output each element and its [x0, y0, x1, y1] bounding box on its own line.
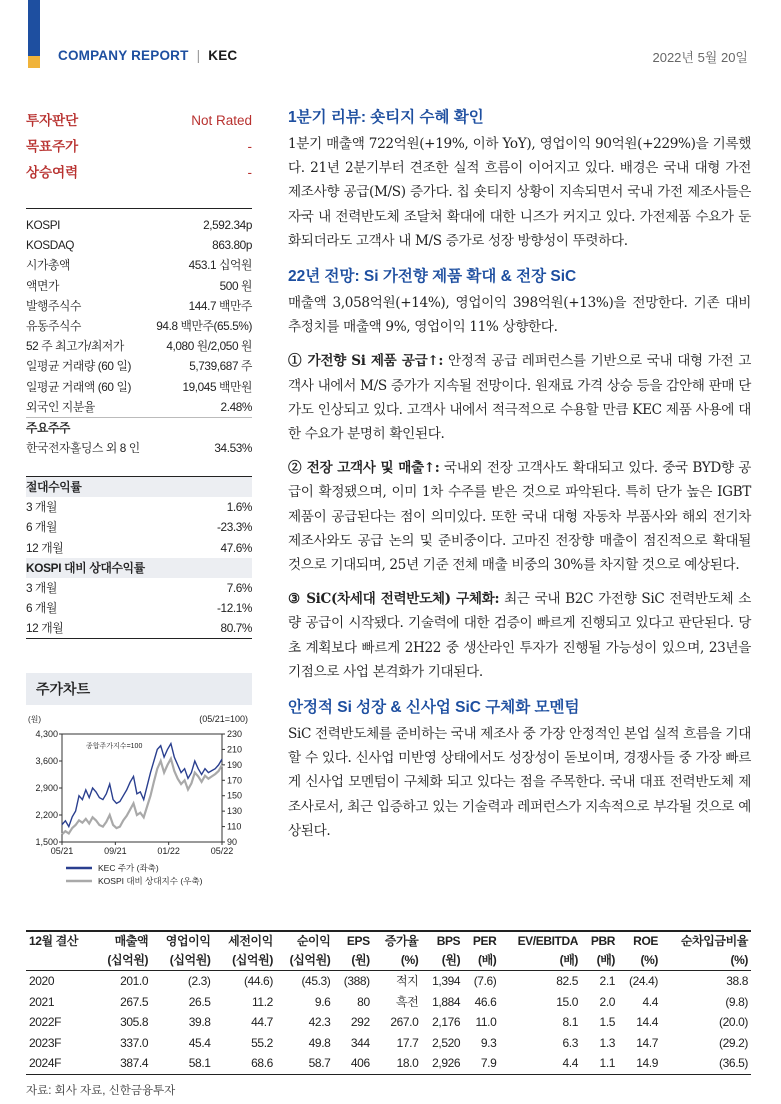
- info-row: [26, 397, 252, 417]
- info-key: 12 개월: [26, 621, 64, 636]
- info-row: [26, 497, 252, 517]
- table-unit-row: [26, 951, 751, 971]
- report-header: [58, 48, 237, 63]
- paragraph-text: 안정적 공급 레퍼런스를 기반으로 국내 대형 가전 고객사 내에서 M/S 증가가 지속될 전망이다. 원재료 가격 상승 등을 감안해 판매 단가도 인상되고 있다. 고객사 내에서 적극적으로 수용할 만큼 KEC 제품 사용에 대한 수요가 분명히 확인된다.: [288, 353, 751, 443]
- table-cell: 267.5: [120, 994, 149, 1009]
- column-unit: (십억원): [94, 951, 151, 971]
- inv-key: 상승여력: [26, 165, 79, 180]
- info-key: 일평균 거래액 (60 일): [26, 379, 131, 394]
- info-row: [26, 377, 252, 397]
- y-left-tick-label: 4,300: [35, 729, 58, 739]
- company-name: KEC: [208, 48, 238, 63]
- info-row: [26, 296, 252, 316]
- report-date: 2022년 5월 20일: [652, 50, 748, 65]
- table-cell: 1.3: [599, 1035, 616, 1050]
- chart-title: 주가차트: [26, 673, 252, 705]
- info-value: 80.7%: [220, 621, 252, 636]
- table-cell: 1,884: [432, 994, 461, 1009]
- info-row: [26, 255, 252, 275]
- table-cell: (44.6): [243, 974, 273, 988]
- table-cell: 39.8: [188, 1015, 211, 1029]
- table-cell: 58.1: [151, 1053, 213, 1074]
- info-value: 2,592.34p: [203, 218, 252, 232]
- paragraph: [288, 132, 751, 253]
- info-value: 2.48%: [220, 399, 252, 414]
- table-cell: 80: [357, 994, 370, 1009]
- info-key: 외국인 지분율: [26, 399, 95, 414]
- major-holder-row: [26, 438, 252, 458]
- table-row: [26, 1053, 751, 1074]
- table-cell: 적지: [395, 974, 419, 988]
- table-cell: 1.1: [581, 1053, 618, 1074]
- info-row: [26, 316, 252, 336]
- y-right-tick-label: 150: [227, 790, 243, 801]
- y-right-tick-label: 110: [227, 821, 242, 832]
- info-row: [26, 517, 252, 537]
- info-key: 액면가: [26, 278, 59, 293]
- price-chart-svg: [26, 710, 252, 890]
- column-unit: (십억원): [214, 951, 276, 971]
- table-cell: 4.4: [499, 1053, 581, 1074]
- info-row: [26, 598, 252, 618]
- table-cell: 7.9: [463, 1053, 499, 1074]
- table-cell: (2.3): [187, 974, 211, 988]
- plot-frame: [62, 734, 222, 842]
- table-cell: 44.7: [251, 1015, 273, 1029]
- info-row: [26, 618, 252, 638]
- section-title: 안정적 Si 성장 & 신사업 SiC 구체화 모멘텀: [288, 699, 580, 717]
- info-key: 52 주 최고가/최저가: [26, 339, 124, 354]
- column-unit: (원): [333, 951, 372, 971]
- table-cell: (388): [343, 974, 370, 988]
- info-value: -12.1%: [217, 601, 252, 615]
- table-cell: 6.3: [562, 1035, 578, 1050]
- table-cell: 9.6: [314, 994, 331, 1009]
- info-key: 12 개월: [26, 540, 64, 555]
- financial-table: [26, 930, 751, 1075]
- table-cell: 2.1: [599, 974, 616, 988]
- info-value: 94.8 백만주(65.5%): [156, 318, 252, 333]
- y-right-tick-label: 230: [227, 729, 243, 739]
- info-key: KOSDAQ: [26, 238, 75, 253]
- column-header: BPS: [421, 931, 463, 951]
- column-header: EV/EBITDA: [499, 931, 581, 951]
- table-cell: (45.3): [301, 974, 331, 988]
- rel-return-rows: [26, 578, 252, 639]
- table-cell: 55.2: [251, 1035, 273, 1050]
- paragraph: [288, 722, 751, 843]
- paragraph-text: 국내외 전장 고객사도 확대되고 있다. 중국 BYD향 공급이 확정됐으며, 이미 1차 수주를 받은 것으로 파악된다. 특히 단가 높은 IGBT 제품이 공급된다는 점이 의미있다. 또한 국내 대형 자동차 부품사와 해외 전기차 제조사와도 공급 논의 및 준비중이다. 고마진 전장향 매출이 점진적으로 확대될 것으로 기대되며, 25년 기준 전체 매출 비중의 30%를 차지할 것으로 예상된다.: [288, 460, 751, 574]
- info-row: [26, 578, 252, 598]
- inv-value: Not Rated: [191, 113, 252, 128]
- divider: [26, 638, 252, 639]
- info-value: 453.1 십억원: [188, 258, 252, 273]
- legend-label: KOSPI 대비 상대지수 (우축): [98, 876, 203, 886]
- y-left-tick-label: 2,900: [35, 783, 58, 793]
- y-left-tick-label: 2,200: [35, 810, 58, 820]
- header-separator: |: [196, 48, 201, 63]
- table-cell: 305.8: [120, 1015, 149, 1029]
- table-cell: 흑전: [395, 994, 419, 1009]
- column-header: EPS: [333, 931, 372, 951]
- info-row: [26, 356, 252, 376]
- main-content: [288, 104, 751, 853]
- table-cell: 45.4: [188, 1035, 211, 1050]
- column-header: 세전이익: [214, 931, 276, 951]
- x-tick-label: 05/21: [50, 846, 74, 856]
- table-cell: 46.6: [474, 994, 497, 1009]
- info-value: -23.3%: [217, 520, 252, 535]
- table-header-row: [26, 931, 751, 951]
- table-cell: 2024F: [26, 1053, 94, 1074]
- column-unit: (십억원): [151, 951, 213, 971]
- info-row: [26, 336, 252, 356]
- abs-return-rows: [26, 497, 252, 558]
- table-cell: 1.5: [599, 1015, 616, 1029]
- inv-value: -: [247, 139, 252, 154]
- table-cell: 2,926: [421, 1053, 463, 1074]
- info-value: 7.6%: [226, 580, 252, 595]
- section-title: 1분기 리뷰: 숏티지 수혜 확인: [288, 109, 484, 126]
- info-key: 시가총액: [26, 258, 70, 273]
- table-cell: 2023F: [29, 1035, 62, 1050]
- table-cell: 406: [333, 1053, 372, 1074]
- table-cell: 2,520: [432, 1035, 461, 1050]
- column-unit: (배): [499, 951, 581, 971]
- info-row: [26, 276, 252, 296]
- inv-row: [26, 134, 252, 160]
- table-cell: 2022F: [29, 1015, 62, 1029]
- legend-label: KEC 주가 (좌축): [98, 863, 159, 873]
- major-holder-title: 주요주주: [26, 420, 70, 435]
- table-cell: 8.1: [562, 1015, 578, 1029]
- info-row: [26, 215, 252, 235]
- inv-key: 목표주가: [26, 139, 79, 154]
- left-panel: [26, 108, 252, 639]
- y-right-tick-label: 210: [227, 744, 243, 755]
- info-row: [26, 235, 252, 255]
- table-cell: 2.0: [599, 994, 616, 1009]
- info-value: 19,045 백만원: [182, 379, 252, 394]
- column-unit: (%): [618, 951, 661, 971]
- info-key: 유동주식수: [26, 318, 81, 333]
- y-right-tick-label: 90: [227, 837, 238, 847]
- paragraph-text: 매출액 3,058억원(+14%), 영업이익 398억원(+13%)을 전망한다. 기존 대비 추정치를 매출액 9%, 영업이익 11% 상향한다.: [288, 295, 751, 336]
- table-cell: 14.4: [636, 1015, 658, 1029]
- info-key: 발행주식수: [26, 298, 81, 313]
- column-header: 매출액: [94, 931, 151, 951]
- left-unit-label: (원): [28, 715, 42, 724]
- major-holder-label: [26, 418, 252, 438]
- column-header: 순차입금비율: [661, 931, 751, 951]
- info-row: [26, 538, 252, 558]
- paragraph: [288, 587, 751, 684]
- column-header: ROE: [618, 931, 661, 951]
- x-tick-label: 01/22: [157, 846, 180, 856]
- column-header: PBR: [581, 931, 618, 951]
- column-unit: (원): [421, 951, 463, 971]
- table-cell: (24.4): [629, 974, 658, 988]
- info-key: 6 개월: [26, 520, 58, 535]
- y-right-tick-label: 170: [227, 775, 243, 786]
- table-row: [26, 1012, 751, 1033]
- table-cell: 292: [350, 1015, 370, 1029]
- paragraph-lead: ② 전장 고객사 및 매출↑:: [288, 460, 440, 477]
- holder-name: 한국전자홀딩스 외 8 인: [26, 441, 140, 456]
- table-cell: (29.2): [719, 1035, 748, 1050]
- table-cell: 26.5: [188, 994, 211, 1009]
- table-cell: 11.0: [475, 1015, 497, 1029]
- table-cell: 17.7: [396, 1035, 419, 1050]
- market-info: [26, 215, 252, 417]
- paragraph-text: 최근 국내 B2C 가전향 SiC 전력반도체 소량 공급이 시작됐다. 기술력에 대한 검증이 빠르게 진행되고 있다고 판단된다. 당초 계획보다 빠르게 2H22 중 생산라인 투자가 진행될 가능성이 있으며, 23년을 기점으로 사업 본격화가 기대된다.: [288, 591, 751, 680]
- table-row: [26, 971, 751, 992]
- x-tick-label: 09/21: [104, 846, 127, 856]
- table-cell: 14.9: [618, 1053, 661, 1074]
- section-title: 22년 전망: Si 가전향 제품 확대 & 전장 SiC: [288, 268, 577, 286]
- table-cell: (36.5): [661, 1053, 751, 1074]
- info-value: 500 원: [219, 278, 252, 293]
- table-cell: 2021: [29, 994, 55, 1009]
- info-value: 863.80p: [212, 238, 252, 253]
- table-cell: 82.5: [556, 974, 578, 988]
- table-cell: 11.2: [252, 994, 273, 1009]
- info-value: 47.6%: [220, 540, 252, 555]
- paragraph-text: SiC 전력반도체를 준비하는 국내 제조사 중 가장 안정적인 본업 실적 흐름을 기대할 수 있다. 신사업 미반영 상태에서도 성장성이 돋보이며, 경쟁사들 중 가장 빠르게 신사업 모멘텀이 구체화 되고 있다는 점을 주목한다. 국내 대표 전력반도체 제조사로서, 최근 입증하고 있는 기술력과 레퍼런스가 지속적으로 부각될 것으로 예상된다.: [288, 726, 751, 839]
- table-cell: 49.8: [308, 1035, 331, 1050]
- table-cell: 2020: [29, 974, 55, 988]
- column-header: PER: [463, 931, 499, 951]
- table-cell: 68.6: [214, 1053, 276, 1074]
- table-cell: 58.7: [276, 1053, 333, 1074]
- info-key: 일평균 거래량 (60 일): [26, 359, 131, 374]
- paragraph: [288, 456, 751, 577]
- table-cell: 42.3: [308, 1015, 331, 1029]
- column-header: 증가율: [373, 931, 422, 951]
- info-value: 1.6%: [226, 500, 252, 515]
- x-tick-label: 05/22: [210, 846, 234, 856]
- table-cell: 4.4: [642, 994, 658, 1009]
- column-unit: (십억원): [276, 951, 333, 971]
- table-cell: 2,176: [432, 1015, 461, 1029]
- info-value: 4,080 원/2,050 원: [166, 339, 252, 354]
- column-unit: (배): [463, 951, 499, 971]
- table-cell: (7.6): [473, 974, 497, 988]
- column-unit: [26, 951, 94, 971]
- table-cell: 337.0: [120, 1035, 149, 1050]
- table-cell: 201.0: [120, 974, 149, 988]
- right-unit-label: (05/21=100): [199, 714, 248, 724]
- table-cell: 15.0: [556, 994, 578, 1009]
- inv-value: -: [247, 165, 252, 180]
- info-value: 5,739,687 주: [189, 359, 252, 374]
- source-note: 자료: 회사 자료, 신한금융투자: [26, 1085, 176, 1097]
- holder-value: 34.53%: [214, 441, 252, 456]
- inv-row: [26, 108, 252, 134]
- column-unit: (%): [661, 951, 751, 971]
- table-cell: 267.0: [390, 1015, 419, 1029]
- info-value: 144.7 백만주: [188, 298, 252, 313]
- table-cell: 38.8: [726, 974, 748, 988]
- rel-return-label: KOSPI 대비 상대수익률: [26, 558, 252, 578]
- report-label: COMPANY REPORT: [58, 48, 189, 63]
- y-right-tick-label: 130: [227, 806, 243, 817]
- y-right-tick-label: 190: [227, 759, 243, 770]
- table-cell: 387.4: [94, 1053, 151, 1074]
- inv-key: 투자판단: [26, 113, 79, 128]
- paragraph: [288, 291, 751, 339]
- column-unit: (배): [581, 951, 618, 971]
- table-cell: 14.7: [636, 1035, 658, 1050]
- accent-bar: [28, 0, 40, 68]
- table-cell: 9.3: [480, 1035, 497, 1050]
- abs-return-label: 절대수익률: [26, 477, 252, 497]
- y-left-tick-label: 1,500: [35, 837, 58, 847]
- info-key: 6 개월: [26, 601, 58, 615]
- info-key: 3 개월: [26, 580, 58, 595]
- paragraph-text: 1분기 매출액 722억원(+19%, 이하 YoY), 영업이익 90억원(+229%)을 기록했다. 21년 2분기부터 견조한 실적 흐름이 이어지고 있다. 배경은 국내 대형 가전 제조사향 공급(M/S) 증가다. 칩 숏티지 상황이 지속되면서 국내 가전 제조사들은 자국 내 전력반도체 조달처 확대에 대한 니즈가 커지고 있다. 가전제품 수요가 둔화되더라도 고객사 내 M/S 증가로 성장 방향성이 뚜렷하다.: [288, 136, 751, 249]
- table-cell: 1,394: [432, 974, 461, 988]
- investment-block: [26, 108, 252, 186]
- chart-annotation: 종합주가지수=100: [86, 743, 143, 750]
- column-header: 12월 결산: [26, 931, 94, 951]
- info-key: KOSPI: [26, 218, 61, 232]
- paragraph-lead: ③ SiC(차세대 전력반도체) 구체화:: [288, 591, 500, 608]
- paragraph: [288, 349, 751, 446]
- inv-row: [26, 160, 252, 186]
- table-cell: (20.0): [719, 1015, 748, 1029]
- column-header: 순이익: [276, 931, 333, 951]
- table-cell: 18.0: [373, 1053, 422, 1074]
- table-cell: 344: [350, 1035, 370, 1050]
- table-row: [26, 992, 751, 1013]
- column-header: 영업이익: [151, 931, 213, 951]
- price-chart: [26, 710, 252, 890]
- y-left-tick-label: 3,600: [35, 756, 58, 766]
- table-row: [26, 1033, 751, 1054]
- info-key: 3 개월: [26, 500, 58, 515]
- paragraph-lead: ① 가전향 Si 제품 공급↑:: [288, 353, 444, 370]
- column-unit: (%): [373, 951, 422, 971]
- table-cell: (9.8): [725, 994, 748, 1009]
